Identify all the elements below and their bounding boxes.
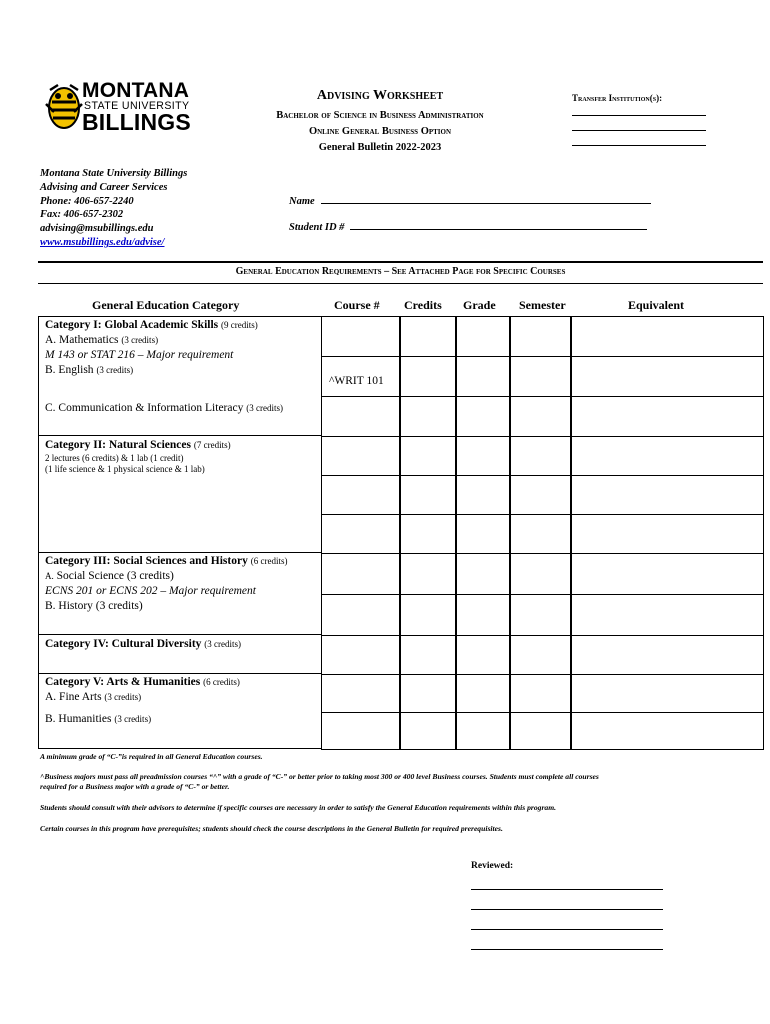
contact-url-link[interactable]: www.msubillings.edu/advise/ (40, 236, 165, 248)
note-business-majors-line2: required for a Business major with a grade of “C-” or better. (40, 782, 230, 791)
grid-cell-r0-c0[interactable] (321, 316, 401, 357)
grid-cell-r8-c4[interactable] (570, 635, 764, 675)
col-header-course: Course # (334, 298, 380, 312)
cat3-a-requirement: ECNS 201 or ECNS 202 – Major requirement (45, 585, 256, 597)
grid-cell-r7-c2[interactable] (455, 594, 511, 636)
cat2-title: Category II: Natural Sciences (45, 439, 191, 451)
reviewed-line-4[interactable] (471, 949, 663, 950)
grid-cell-r2-c4[interactable] (570, 396, 764, 437)
contact-email: advising@msubillings.edu (40, 223, 154, 235)
program-name: Bachelor of Science in Business Administration (276, 110, 484, 121)
transfer-label: Transfer Institution(s): (572, 93, 663, 103)
grid-cell-r9-c2[interactable] (455, 674, 511, 713)
grid-cell-r5-c0[interactable] (321, 514, 401, 554)
grid-cell-r1-c1[interactable] (399, 356, 457, 397)
cat4-title: Category IV: Cultural Diversity (45, 638, 202, 650)
cat1-c: C. Communication & Information Literacy (45, 402, 244, 414)
category-1-text (45, 318, 258, 378)
transfer-line-1[interactable] (572, 103, 706, 116)
grid-cell-r3-c1[interactable] (399, 436, 457, 476)
grid-cell-r0-c2[interactable] (455, 316, 511, 357)
grid-cell-r2-c3[interactable] (509, 396, 572, 437)
grid-cell-r1-c4[interactable] (570, 356, 764, 397)
category-5b-text (45, 712, 151, 727)
section-rule-bottom (38, 283, 763, 284)
grid-cell-r9-c3[interactable] (509, 674, 572, 713)
grid-cell-r6-c2[interactable] (455, 553, 511, 595)
grid-cell-r6-c0[interactable] (321, 553, 401, 595)
contact-info (40, 167, 187, 250)
grid-cell-r3-c0[interactable] (321, 436, 401, 476)
writ-101-course: ^WRIT 101 (329, 375, 384, 387)
category-1c-text (45, 401, 283, 416)
cat3-a: Social Science (3 credits) (53, 570, 174, 582)
student-id-label: Student ID # (289, 222, 345, 233)
grid-cell-r5-c2[interactable] (455, 514, 511, 554)
grid-cell-r9-c1[interactable] (399, 674, 457, 713)
option-name: Online General Business Option (308, 126, 452, 137)
grid-cell-r8-c0[interactable] (321, 635, 401, 675)
grid-cell-r4-c2[interactable] (455, 475, 511, 515)
cat1-a: A. Mathematics (45, 334, 119, 346)
logo-montana: MONTANA (82, 79, 190, 102)
cat3-b: B. History (3 credits) (45, 600, 143, 612)
cat1-a-requirement: M 143 or STAT 216 – Major requirement (45, 349, 234, 361)
grid-cell-r3-c2[interactable] (455, 436, 511, 476)
cat1-b-credits: (3 credits) (96, 365, 134, 375)
cat3-a-prefix: A. (45, 571, 54, 581)
cat3-credits: (6 credits) (250, 556, 288, 566)
cat5-a: A. Fine Arts (45, 691, 102, 703)
cat5-title: Category V: Arts & Humanities (45, 676, 201, 688)
grid-cell-r7-c3[interactable] (509, 594, 572, 636)
cat3-title: Category III: Social Sciences and History (45, 555, 248, 567)
note-consult-advisors: Students should consult with their advisors to determine if specific courses are necessary in order to satisfy the General Education requirements within this program. (40, 803, 557, 812)
cat2-credits: (7 credits) (193, 440, 231, 450)
grid-cell-r6-c4[interactable] (570, 553, 764, 595)
contact-fax: Fax: 406-657-2302 (40, 209, 124, 221)
grid-cell-r1-c2[interactable] (455, 356, 511, 397)
bulletin-year: General Bulletin 2022-2023 (318, 142, 442, 153)
grid-cell-r7-c4[interactable] (570, 594, 764, 636)
reviewed-label: Reviewed: (471, 861, 514, 871)
grid-cell-r10-c3[interactable] (509, 712, 572, 750)
grid-cell-r2-c1[interactable] (399, 396, 457, 437)
cat1-b: B. English (45, 364, 94, 376)
name-field[interactable] (289, 194, 651, 207)
name-label: Name (289, 196, 315, 207)
cat5-b-credits: (3 credits) (114, 714, 152, 724)
grid-cell-r10-c0[interactable] (321, 712, 401, 750)
grid-cell-r0-c4[interactable] (570, 316, 764, 357)
grid-cell-r2-c2[interactable] (455, 396, 511, 437)
grid-cell-r4-c1[interactable] (399, 475, 457, 515)
title-block (230, 88, 530, 156)
col-header-grade: Grade (463, 298, 496, 312)
contact-phone: Phone: 406-657-2240 (40, 195, 134, 207)
cat2-line1: 2 lectures (6 credits) & 1 lab (1 credit) (45, 453, 184, 463)
grid-cell-r9-c0[interactable] (321, 674, 401, 713)
student-id-field[interactable] (289, 220, 647, 233)
contact-university: Montana State University Billings (40, 168, 188, 179)
category-4-text (45, 637, 241, 652)
grid-cell-r7-c0[interactable] (321, 594, 401, 636)
section-title: General Education Requirements – See Attached Page for Specific Courses (235, 266, 566, 277)
grid-cell-r5-c3[interactable] (509, 514, 572, 554)
cat1-credits: (9 credits) (221, 320, 258, 330)
logo-state-university: STATE UNIVERSITY (84, 100, 190, 112)
cat1-a-credits: (3 credits) (121, 335, 159, 345)
grid-cell-r2-c0[interactable] (321, 396, 401, 437)
col-header-credits: Credits (404, 298, 442, 312)
cat5-credits: (6 credits) (203, 677, 240, 687)
logo-billings: BILLINGS (82, 109, 191, 135)
grid-cell-r10-c2[interactable] (455, 712, 511, 750)
grid-cell-r3-c3[interactable] (509, 436, 572, 476)
col-header-semester: Semester (519, 298, 566, 312)
yellowjacket-mascot-icon (44, 82, 84, 132)
grid-cell-r8-c2[interactable] (455, 635, 511, 675)
cat1-c-credits: (3 credits) (246, 403, 283, 413)
note-prerequisites: Certain courses in this program have prerequisites; students should check the course descriptions in the General Bulletin for required prerequisites. (40, 824, 503, 833)
reviewed-line-3[interactable] (471, 929, 663, 930)
grid-cell-r8-c1[interactable] (399, 635, 457, 675)
grid-cell-r5-c4[interactable] (570, 514, 764, 554)
grid-cell-r9-c4[interactable] (570, 674, 764, 713)
category-5-text (45, 675, 240, 705)
cat4-credits: (3 credits) (204, 639, 242, 649)
grid-cell-r6-c1[interactable] (399, 553, 457, 595)
grid-cell-r6-c3[interactable] (509, 553, 572, 595)
cat2-line2: (1 life science & 1 physical science & 1 lab) (45, 464, 205, 474)
note-business-majors (40, 772, 599, 792)
grid-cell-r10-c4[interactable] (570, 712, 764, 750)
grid-cell-r0-c3[interactable] (509, 316, 572, 357)
col-header-equivalent: Equivalent (628, 298, 685, 312)
grid-cell-r4-c0[interactable] (321, 475, 401, 515)
contact-office: Advising and Career Services (40, 181, 168, 193)
col-header-category: General Education Category (92, 298, 240, 312)
transfer-line-2[interactable] (572, 116, 706, 131)
section-rule-top (38, 261, 763, 263)
cat5-b: B. Humanities (45, 713, 112, 725)
cat5-a-credits: (3 credits) (104, 692, 142, 702)
category-3-text (45, 554, 287, 614)
student-id-line[interactable] (350, 220, 647, 230)
grid-cell-r10-c1[interactable] (399, 712, 457, 750)
transfer-institutions (572, 93, 712, 146)
reviewed-line-2[interactable] (471, 909, 663, 910)
grid-cell-r8-c3[interactable] (509, 635, 572, 675)
grid-cell-r4-c4[interactable] (570, 475, 764, 515)
grid-cell-r1-c3[interactable] (509, 356, 572, 397)
category-2-text (45, 438, 231, 475)
transfer-line-3[interactable] (572, 131, 706, 146)
note-minimum-grade: A minimum grade of “C-”is required in all General Education courses. (40, 752, 263, 761)
name-line[interactable] (321, 194, 651, 204)
grid-cell-r5-c1[interactable] (399, 514, 457, 554)
msub-logo (44, 80, 200, 136)
note-business-majors-line1: ^Business majors must pass all preadmission courses “^” with a grade of “C-” or better prior to taking most 300 or 400 level Business courses. Students must complete all courses (40, 772, 599, 781)
reviewed-line-1[interactable] (471, 889, 663, 890)
page-title: Advising Worksheet (316, 88, 444, 103)
grid-cell-r3-c4[interactable] (570, 436, 764, 476)
grid-cell-r7-c1[interactable] (399, 594, 457, 636)
grid-cell-r0-c1[interactable] (399, 316, 457, 357)
cat1-title: Category I: Global Academic Skills (45, 319, 219, 331)
grid-cell-r4-c3[interactable] (509, 475, 572, 515)
